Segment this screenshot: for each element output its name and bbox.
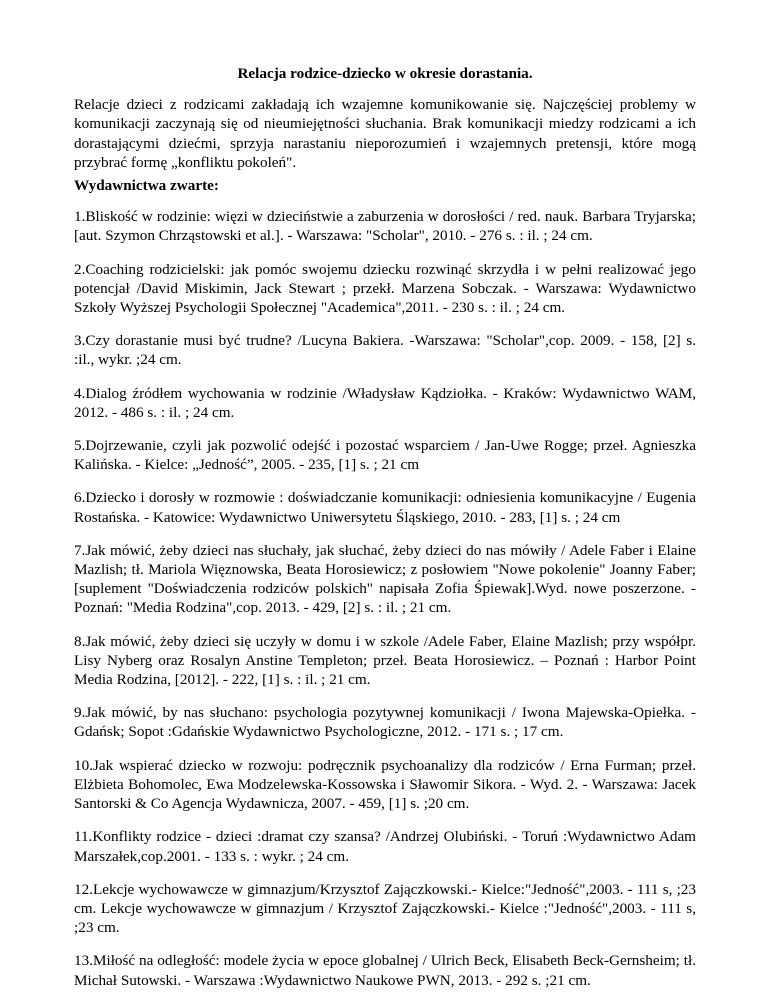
document-title: Relacja rodzice-dziecko w okresie dorastania. bbox=[237, 65, 533, 82]
bibliography-entry: 2.Coaching rodzicielski: jak pomóc swojemu dziecku rozwinąć skrzydła i w pełni realizować jego potencjał /David Miskimin, Jack Stewart ; przekł. Marzena Sobczak. - Warszawa: Wydawnictwo Szkoły Wyższej Psychologii Społecznej "Academica",2011. - 230 s. : il. ; 24 cm. bbox=[74, 260, 696, 317]
bibliography-list bbox=[74, 207, 696, 990]
document-page bbox=[74, 64, 696, 1004]
bibliography-entry: 7.Jak mówić, żeby dzieci nas słuchały, jak słuchać, żeby dzieci do nas mówiły / Adele Faber i Elaine Mazlish; tł. Mariola Więznowska, Beata Horosiewicz; z posłowiem "Nowe pokolenie" Joanny Faber; [suplement "Doświadczenia rodziców polskich" napisała Zofia Śpiewak].Wyd. nowe poszerzone. - Poznań: "Media Rodzina",cop. 2013. - 429, [2] s. : il. ; 21 cm. bbox=[74, 541, 696, 617]
bibliography-entry: 10.Jak wspierać dziecko w rozwoju: podręcznik psychoanalizy dla rodziców / Erna Furman; przeł. Elżbieta Bohomolec, Ewa Modzelewska-Kossowska i Sławomir Sikora. - Wyd. 2. - Warszawa: Jacek Santorski & Co Agencja Wydawnicza, 2007. - 459, [1] s. ;20 cm. bbox=[74, 756, 696, 813]
bibliography-entry: 12.Lekcje wychowawcze w gimnazjum/Krzysztof Zajączkowski.- Kielce:"Jedność",2003. - 111 s, ;23 cm. Lekcje wychowawcze w gimnazjum / Krzysztof Zajączkowski.- Kielce :"Jedność",2003. - 111 s, ;23 cm. bbox=[74, 880, 696, 937]
bibliography-entry: 5.Dojrzewanie, czyli jak pozwolić odejść i pozostać wsparciem / Jan-Uwe Rogge; przeł. Agnieszka Kalińska. - Kielce: „Jedność”, 2005. - 235, [1] s. ; 21 cm bbox=[74, 437, 696, 474]
bibliography-entry: 8.Jak mówić, żeby dzieci się uczyły w domu i w szkole /Adele Faber, Elaine Mazlish; przy współpr. Lisy Nyberg oraz Rosalyn Anstine Templeton; przeł. Beata Horosiewicz. – Poznań : Harbor Point Media Rodzina, [2012]. - 222, [1] s. : il. ; 21 cm. bbox=[74, 632, 696, 689]
section-heading: Wydawnictwa zwarte: bbox=[74, 177, 219, 195]
bibliography-entry: 6.Dziecko i dorosły w rozmowie : doświadczanie komunikacji: odniesienia komunikacyjne / Eugenia Rostańska. - Katowice: Wydawnictwo Uniwersytetu Śląskiego, 2010. - 283, [1] s. ; 24 cm bbox=[74, 489, 696, 526]
bibliography-entry: 11.Konflikty rodzice - dzieci :dramat czy szansa? /Andrzej Olubiński. - Toruń :Wydawnictwo Adam Marszałek,cop.2001. - 133 s. : wykr. ; 24 cm. bbox=[74, 828, 696, 865]
bibliography-entry: 13.Miłość na odległość: modele życia w epoce globalnej / Ulrich Beck, Elisabeth Beck-Gernsheim; tł. Michał Sutowski. - Warszawa :Wydawnictwo Naukowe PWN, 2013. - 292 s. ;21 cm. bbox=[74, 952, 696, 989]
bibliography-entry: 3.Czy dorastanie musi być trudne? /Lucyna Bakiera. -Warszawa: "Scholar",cop. 2009. - 158, [2] s. :il., wykr. ;24 cm. bbox=[74, 332, 696, 369]
bibliography-entry: 9.Jak mówić, by nas słuchano: psychologia pozytywnej komunikacji / Iwona Majewska-Opiełka. - Gdańsk; Sopot :Gdańskie Wydawnictwo Psychologiczne, 2012. - 171 s. ; 17 cm. bbox=[74, 704, 696, 741]
intro-paragraph: Relacje dzieci z rodzicami zakładają ich wzajemne komunikowanie się. Najczęściej problemy w komunikacji zaczynają się od nieumiejętności słuchania. Brak komunikacji miedzy rodzicami a ich dorastającymi dziećmi, sprzyja narastaniu nieporozumień i wzajemnych pretensji, które mogą przybrać formę „konfliktu pokoleń". bbox=[74, 96, 696, 171]
bibliography-entry: 1.Bliskość w rodzinie: więzi w dzieciństwie a zaburzenia w dorosłości / red. nauk. Barbara Tryjarska; [aut. Szymon Chrząstowski et al.]. - Warszawa: "Scholar", 2010. - 276 s. : il. ; 24 cm. bbox=[74, 208, 696, 245]
bibliography-entry: 4.Dialog źródłem wychowania w rodzinie /Władysław Kądziołka. - Kraków: Wydawnictwo WAM, 2012. - 486 s. : il. ; 24 cm. bbox=[74, 384, 696, 421]
